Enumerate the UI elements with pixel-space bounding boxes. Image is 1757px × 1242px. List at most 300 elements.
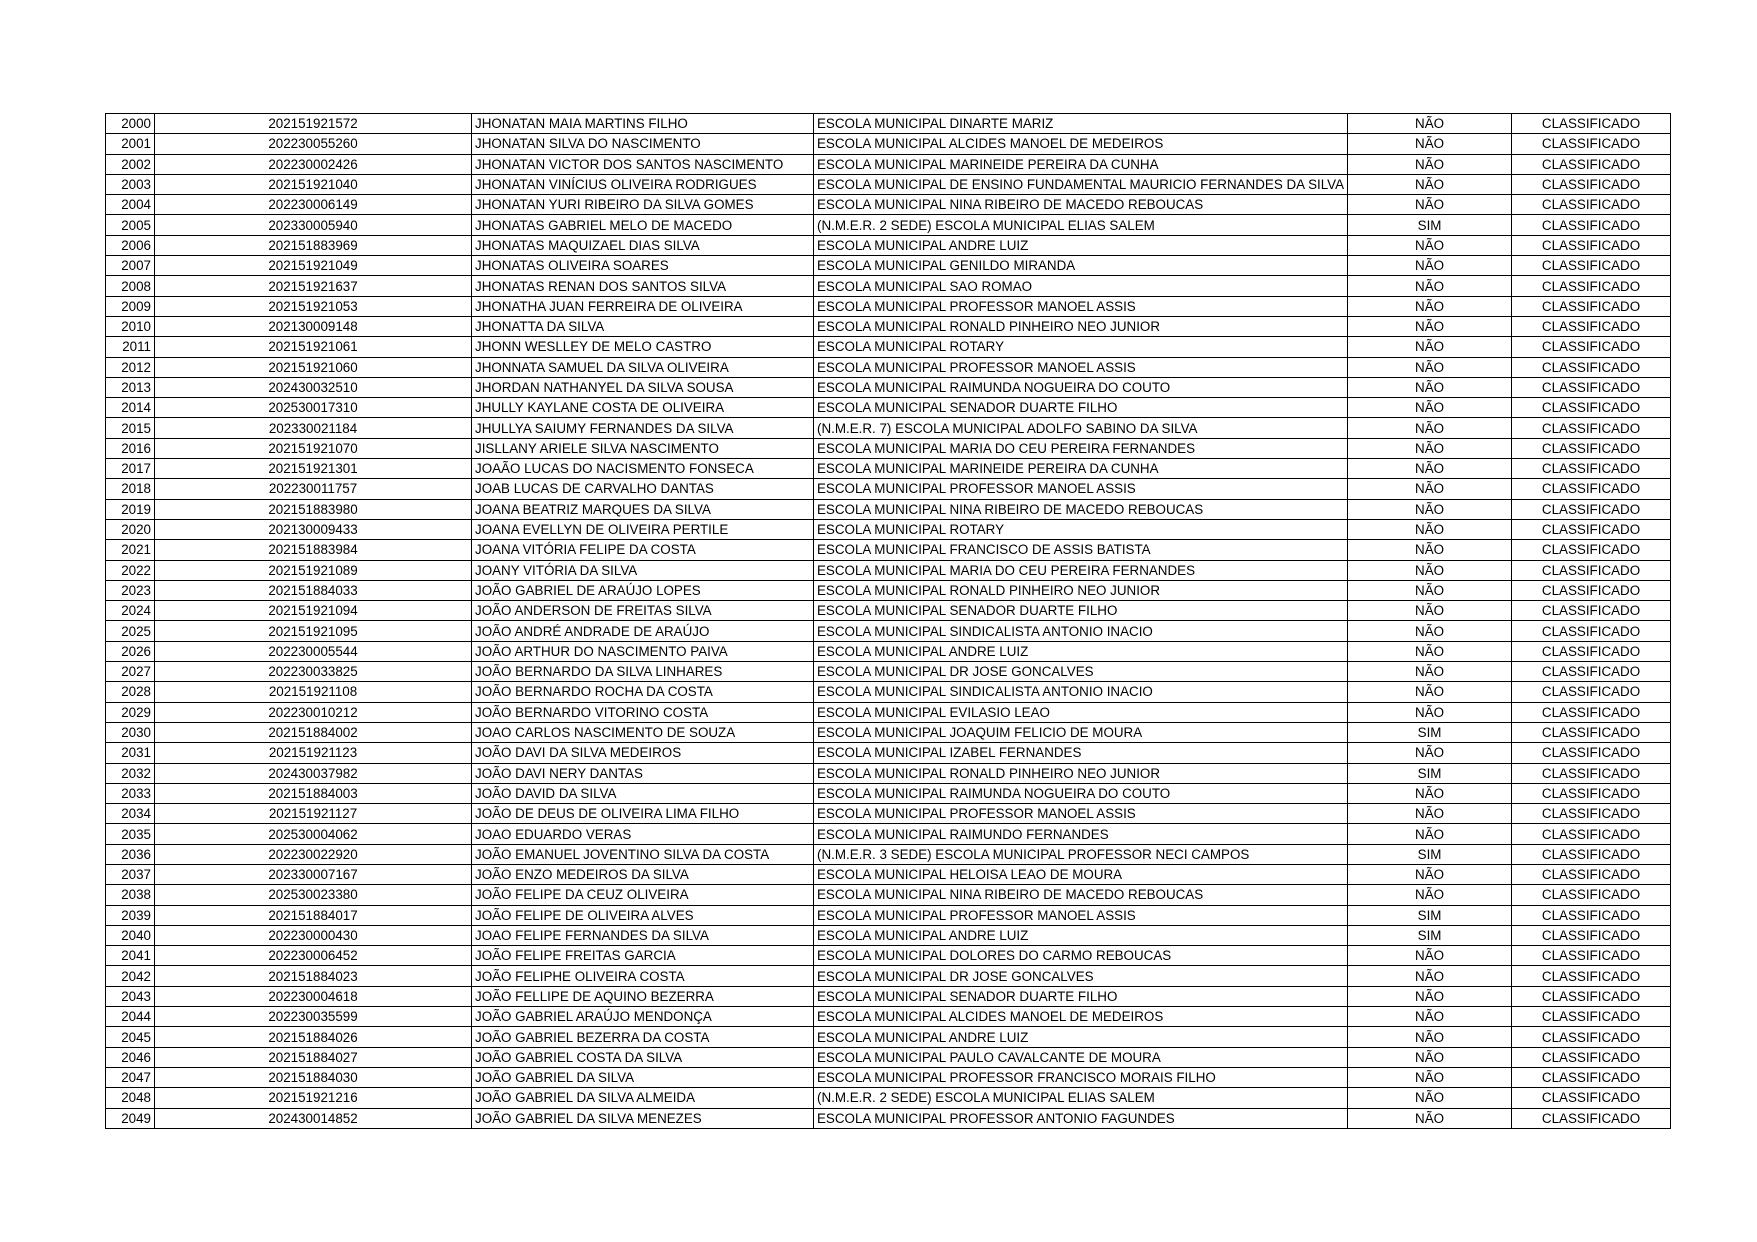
student-name-cell: JHONATHA JUAN FERREIRA DE OLIVEIRA bbox=[472, 296, 814, 316]
status-cell: CLASSIFICADO bbox=[1512, 540, 1671, 560]
table-row bbox=[106, 540, 1671, 560]
flag-cell: NÃO bbox=[1348, 621, 1512, 641]
student-name-cell: JOANY VITÓRIA DA SILVA bbox=[472, 560, 814, 580]
registration-cell: 202151921301 bbox=[155, 459, 472, 479]
registration-cell: 202151921123 bbox=[155, 743, 472, 763]
status-cell: CLASSIFICADO bbox=[1512, 174, 1671, 194]
status-cell: CLASSIFICADO bbox=[1512, 459, 1671, 479]
table-row bbox=[106, 1007, 1671, 1027]
row-number-cell: 2047 bbox=[106, 1067, 155, 1087]
school-cell: ESCOLA MUNICIPAL DR JOSE GONCALVES bbox=[814, 966, 1348, 986]
school-cell: ESCOLA MUNICIPAL SINDICALISTA ANTONIO INACIO bbox=[814, 682, 1348, 702]
student-name-cell: JOÃO ARTHUR DO NASCIMENTO PAIVA bbox=[472, 641, 814, 661]
row-number-cell: 2015 bbox=[106, 418, 155, 438]
row-number-cell: 2021 bbox=[106, 540, 155, 560]
registration-cell: 202151921572 bbox=[155, 114, 472, 134]
flag-cell: NÃO bbox=[1348, 377, 1512, 397]
student-name-cell: JOÃO FELLIPE DE AQUINO BEZERRA bbox=[472, 986, 814, 1006]
row-number-cell: 2038 bbox=[106, 885, 155, 905]
registration-cell: 202430014852 bbox=[155, 1108, 472, 1128]
flag-cell: NÃO bbox=[1348, 1088, 1512, 1108]
row-number-cell: 2013 bbox=[106, 377, 155, 397]
registration-cell: 202530023380 bbox=[155, 885, 472, 905]
row-number-cell: 2000 bbox=[106, 114, 155, 134]
row-number-cell: 2007 bbox=[106, 256, 155, 276]
student-name-cell: JOÃO DAVID DA SILVA bbox=[472, 783, 814, 803]
flag-cell: NÃO bbox=[1348, 1047, 1512, 1067]
table-row bbox=[106, 438, 1671, 458]
school-cell: ESCOLA MUNICIPAL PROFESSOR FRANCISCO MORAIS FILHO bbox=[814, 1067, 1348, 1087]
row-number-cell: 2016 bbox=[106, 438, 155, 458]
flag-cell: NÃO bbox=[1348, 540, 1512, 560]
row-number-cell: 2048 bbox=[106, 1088, 155, 1108]
row-number-cell: 2023 bbox=[106, 580, 155, 600]
student-name-cell: JHONATAN SILVA DO NASCIMENTO bbox=[472, 134, 814, 154]
table-row bbox=[106, 885, 1671, 905]
status-cell: CLASSIFICADO bbox=[1512, 337, 1671, 357]
school-cell: ESCOLA MUNICIPAL SINDICALISTA ANTONIO INACIO bbox=[814, 621, 1348, 641]
row-number-cell: 2033 bbox=[106, 783, 155, 803]
table-row bbox=[106, 966, 1671, 986]
registration-cell: 202151884026 bbox=[155, 1027, 472, 1047]
registration-cell: 202230005544 bbox=[155, 641, 472, 661]
registration-cell: 202330007167 bbox=[155, 864, 472, 884]
student-name-cell: JOÃO ENZO MEDEIROS DA SILVA bbox=[472, 864, 814, 884]
registration-cell: 202230006452 bbox=[155, 946, 472, 966]
status-cell: CLASSIFICADO bbox=[1512, 316, 1671, 336]
status-cell: CLASSIFICADO bbox=[1512, 804, 1671, 824]
table-row bbox=[106, 459, 1671, 479]
school-cell: ESCOLA MUNICIPAL MARINEIDE PEREIRA DA CUNHA bbox=[814, 154, 1348, 174]
status-cell: CLASSIFICADO bbox=[1512, 580, 1671, 600]
registration-cell: 202151921060 bbox=[155, 357, 472, 377]
table-row bbox=[106, 804, 1671, 824]
registration-cell: 202430037982 bbox=[155, 763, 472, 783]
status-cell: CLASSIFICADO bbox=[1512, 824, 1671, 844]
school-cell: ESCOLA MUNICIPAL ALCIDES MANOEL DE MEDEIROS bbox=[814, 1007, 1348, 1027]
table-row bbox=[106, 235, 1671, 255]
school-cell: ESCOLA MUNICIPAL RONALD PINHEIRO NEO JUNIOR bbox=[814, 763, 1348, 783]
student-name-cell: JOÃO FELIPE DE OLIVEIRA ALVES bbox=[472, 905, 814, 925]
table-row bbox=[106, 337, 1671, 357]
status-cell: CLASSIFICADO bbox=[1512, 1067, 1671, 1087]
flag-cell: SIM bbox=[1348, 844, 1512, 864]
student-name-cell: JOÃO ANDERSON DE FREITAS SILVA bbox=[472, 601, 814, 621]
student-name-cell: JHONATAS RENAN DOS SANTOS SILVA bbox=[472, 276, 814, 296]
row-number-cell: 2045 bbox=[106, 1027, 155, 1047]
row-number-cell: 2003 bbox=[106, 174, 155, 194]
student-name-cell: JOÃO DE DEUS DE OLIVEIRA LIMA FILHO bbox=[472, 804, 814, 824]
flag-cell: NÃO bbox=[1348, 459, 1512, 479]
registration-cell: 202530017310 bbox=[155, 398, 472, 418]
table-row bbox=[106, 1067, 1671, 1087]
table-row bbox=[106, 296, 1671, 316]
registration-cell: 202151884033 bbox=[155, 580, 472, 600]
flag-cell: SIM bbox=[1348, 722, 1512, 742]
student-name-cell: JISLLANY ARIELE SILVA NASCIMENTO bbox=[472, 438, 814, 458]
registration-cell: 202430032510 bbox=[155, 377, 472, 397]
student-name-cell: JOÃO GABRIEL DA SILVA MENEZES bbox=[472, 1108, 814, 1128]
status-cell: CLASSIFICADO bbox=[1512, 438, 1671, 458]
school-cell: ESCOLA MUNICIPAL PROFESSOR MANOEL ASSIS bbox=[814, 479, 1348, 499]
row-number-cell: 2042 bbox=[106, 966, 155, 986]
table-row bbox=[106, 316, 1671, 336]
table-row bbox=[106, 824, 1671, 844]
registration-cell: 202230011757 bbox=[155, 479, 472, 499]
student-name-cell: JOÃO ANDRÉ ANDRADE DE ARAÚJO bbox=[472, 621, 814, 641]
student-name-cell: JOÃO GABRIEL BEZERRA DA COSTA bbox=[472, 1027, 814, 1047]
status-cell: CLASSIFICADO bbox=[1512, 499, 1671, 519]
table-row bbox=[106, 621, 1671, 641]
registration-cell: 202230002426 bbox=[155, 154, 472, 174]
registration-cell: 202230055260 bbox=[155, 134, 472, 154]
school-cell: ESCOLA MUNICIPAL ROTARY bbox=[814, 337, 1348, 357]
flag-cell: NÃO bbox=[1348, 114, 1512, 134]
table-row bbox=[106, 905, 1671, 925]
student-name-cell: JOÃO GABRIEL COSTA DA SILVA bbox=[472, 1047, 814, 1067]
table-row bbox=[106, 195, 1671, 215]
school-cell: ESCOLA MUNICIPAL ANDRE LUIZ bbox=[814, 925, 1348, 945]
row-number-cell: 2005 bbox=[106, 215, 155, 235]
status-cell: CLASSIFICADO bbox=[1512, 1007, 1671, 1027]
table-row bbox=[106, 743, 1671, 763]
registration-cell: 202230033825 bbox=[155, 662, 472, 682]
registration-cell: 202151884017 bbox=[155, 905, 472, 925]
table-row bbox=[106, 215, 1671, 235]
school-cell: ESCOLA MUNICIPAL PROFESSOR MANOEL ASSIS bbox=[814, 804, 1348, 824]
student-name-cell: JOÃO FELIPE FREITAS GARCIA bbox=[472, 946, 814, 966]
school-cell: ESCOLA MUNICIPAL RAIMUNDA NOGUEIRA DO COUTO bbox=[814, 783, 1348, 803]
table-row bbox=[106, 1108, 1671, 1128]
school-cell: ESCOLA MUNICIPAL DOLORES DO CARMO REBOUCAS bbox=[814, 946, 1348, 966]
school-cell: ESCOLA MUNICIPAL ROTARY bbox=[814, 519, 1348, 539]
registration-cell: 202151921216 bbox=[155, 1088, 472, 1108]
row-number-cell: 2044 bbox=[106, 1007, 155, 1027]
school-cell: ESCOLA MUNICIPAL ANDRE LUIZ bbox=[814, 1027, 1348, 1047]
school-cell: (N.M.E.R. 2 SEDE) ESCOLA MUNICIPAL ELIAS SALEM bbox=[814, 1088, 1348, 1108]
table-row bbox=[106, 783, 1671, 803]
student-name-cell: JOANA EVELLYN DE OLIVEIRA PERTILE bbox=[472, 519, 814, 539]
school-cell: ESCOLA MUNICIPAL NINA RIBEIRO DE MACEDO REBOUCAS bbox=[814, 195, 1348, 215]
status-cell: CLASSIFICADO bbox=[1512, 641, 1671, 661]
school-cell: ESCOLA MUNICIPAL GENILDO MIRANDA bbox=[814, 256, 1348, 276]
flag-cell: NÃO bbox=[1348, 580, 1512, 600]
student-name-cell: JOAO EDUARDO VERAS bbox=[472, 824, 814, 844]
row-number-cell: 2010 bbox=[106, 316, 155, 336]
flag-cell: NÃO bbox=[1348, 438, 1512, 458]
student-name-cell: JOÃO GABRIEL DA SILVA bbox=[472, 1067, 814, 1087]
school-cell: ESCOLA MUNICIPAL IZABEL FERNANDES bbox=[814, 743, 1348, 763]
flag-cell: NÃO bbox=[1348, 864, 1512, 884]
row-number-cell: 2001 bbox=[106, 134, 155, 154]
row-number-cell: 2040 bbox=[106, 925, 155, 945]
row-number-cell: 2012 bbox=[106, 357, 155, 377]
registration-cell: 202151921094 bbox=[155, 601, 472, 621]
flag-cell: NÃO bbox=[1348, 783, 1512, 803]
row-number-cell: 2019 bbox=[106, 499, 155, 519]
flag-cell: NÃO bbox=[1348, 824, 1512, 844]
status-cell: CLASSIFICADO bbox=[1512, 783, 1671, 803]
flag-cell: NÃO bbox=[1348, 1027, 1512, 1047]
status-cell: CLASSIFICADO bbox=[1512, 1088, 1671, 1108]
row-number-cell: 2002 bbox=[106, 154, 155, 174]
flag-cell: NÃO bbox=[1348, 662, 1512, 682]
registration-cell: 202151883980 bbox=[155, 499, 472, 519]
table-row bbox=[106, 134, 1671, 154]
school-cell: ESCOLA MUNICIPAL RAIMUNDA NOGUEIRA DO COUTO bbox=[814, 377, 1348, 397]
status-cell: CLASSIFICADO bbox=[1512, 864, 1671, 884]
school-cell: ESCOLA MUNICIPAL PROFESSOR MANOEL ASSIS bbox=[814, 357, 1348, 377]
flag-cell: NÃO bbox=[1348, 1108, 1512, 1128]
registration-cell: 202151884027 bbox=[155, 1047, 472, 1067]
status-cell: CLASSIFICADO bbox=[1512, 682, 1671, 702]
registration-cell: 202151883969 bbox=[155, 235, 472, 255]
flag-cell: NÃO bbox=[1348, 1067, 1512, 1087]
flag-cell: NÃO bbox=[1348, 601, 1512, 621]
row-number-cell: 2043 bbox=[106, 986, 155, 1006]
registration-cell: 202151921127 bbox=[155, 804, 472, 824]
student-name-cell: JOANA VITÓRIA FELIPE DA COSTA bbox=[472, 540, 814, 560]
flag-cell: NÃO bbox=[1348, 702, 1512, 722]
status-cell: CLASSIFICADO bbox=[1512, 357, 1671, 377]
row-number-cell: 2029 bbox=[106, 702, 155, 722]
table-row bbox=[106, 418, 1671, 438]
row-number-cell: 2017 bbox=[106, 459, 155, 479]
student-name-cell: JHONATAS GABRIEL MELO DE MACEDO bbox=[472, 215, 814, 235]
school-cell: ESCOLA MUNICIPAL DE ENSINO FUNDAMENTAL MAURICIO FERNANDES DA SILVA bbox=[814, 174, 1348, 194]
registration-cell: 202330005940 bbox=[155, 215, 472, 235]
school-cell: ESCOLA MUNICIPAL HELOISA LEAO DE MOURA bbox=[814, 864, 1348, 884]
flag-cell: NÃO bbox=[1348, 316, 1512, 336]
table-row bbox=[106, 601, 1671, 621]
student-name-cell: JOÃO DAVI DA SILVA MEDEIROS bbox=[472, 743, 814, 763]
school-cell: ESCOLA MUNICIPAL NINA RIBEIRO DE MACEDO REBOUCAS bbox=[814, 499, 1348, 519]
school-cell: ESCOLA MUNICIPAL SENADOR DUARTE FILHO bbox=[814, 601, 1348, 621]
flag-cell: NÃO bbox=[1348, 256, 1512, 276]
school-cell: ESCOLA MUNICIPAL PAULO CAVALCANTE DE MOURA bbox=[814, 1047, 1348, 1067]
school-cell: ESCOLA MUNICIPAL ANDRE LUIZ bbox=[814, 641, 1348, 661]
school-cell: ESCOLA MUNICIPAL MARIA DO CEU PEREIRA FERNANDES bbox=[814, 438, 1348, 458]
status-cell: CLASSIFICADO bbox=[1512, 519, 1671, 539]
row-number-cell: 2037 bbox=[106, 864, 155, 884]
registration-cell: 202230006149 bbox=[155, 195, 472, 215]
status-cell: CLASSIFICADO bbox=[1512, 398, 1671, 418]
status-cell: CLASSIFICADO bbox=[1512, 296, 1671, 316]
status-cell: CLASSIFICADO bbox=[1512, 215, 1671, 235]
registration-cell: 202151884003 bbox=[155, 783, 472, 803]
row-number-cell: 2009 bbox=[106, 296, 155, 316]
table-row bbox=[106, 864, 1671, 884]
status-cell: CLASSIFICADO bbox=[1512, 702, 1671, 722]
flag-cell: NÃO bbox=[1348, 885, 1512, 905]
student-name-cell: JOÃO BERNARDO DA SILVA LINHARES bbox=[472, 662, 814, 682]
student-name-cell: JOÃO DAVI NERY DANTAS bbox=[472, 763, 814, 783]
classification-table bbox=[105, 113, 1671, 1129]
registration-cell: 202151884023 bbox=[155, 966, 472, 986]
row-number-cell: 2031 bbox=[106, 743, 155, 763]
row-number-cell: 2006 bbox=[106, 235, 155, 255]
school-cell: ESCOLA MUNICIPAL PROFESSOR MANOEL ASSIS bbox=[814, 296, 1348, 316]
status-cell: CLASSIFICADO bbox=[1512, 722, 1671, 742]
school-cell: ESCOLA MUNICIPAL ANDRE LUIZ bbox=[814, 235, 1348, 255]
registration-cell: 202151921061 bbox=[155, 337, 472, 357]
row-number-cell: 2034 bbox=[106, 804, 155, 824]
student-name-cell: JHONN WESLLEY DE MELO CASTRO bbox=[472, 337, 814, 357]
flag-cell: NÃO bbox=[1348, 1007, 1512, 1027]
flag-cell: NÃO bbox=[1348, 499, 1512, 519]
row-number-cell: 2018 bbox=[106, 479, 155, 499]
school-cell: ESCOLA MUNICIPAL DR JOSE GONCALVES bbox=[814, 662, 1348, 682]
flag-cell: NÃO bbox=[1348, 276, 1512, 296]
school-cell: ESCOLA MUNICIPAL SENADOR DUARTE FILHO bbox=[814, 986, 1348, 1006]
table-row bbox=[106, 398, 1671, 418]
registration-cell: 202151921049 bbox=[155, 256, 472, 276]
row-number-cell: 2027 bbox=[106, 662, 155, 682]
student-name-cell: JHONATAS MAQUIZAEL DIAS SILVA bbox=[472, 235, 814, 255]
school-cell: ESCOLA MUNICIPAL PROFESSOR ANTONIO FAGUNDES bbox=[814, 1108, 1348, 1128]
row-number-cell: 2035 bbox=[106, 824, 155, 844]
table-row bbox=[106, 682, 1671, 702]
student-name-cell: JOÃO FELIPE DA CEUZ OLIVEIRA bbox=[472, 885, 814, 905]
school-cell: ESCOLA MUNICIPAL DINARTE MARIZ bbox=[814, 114, 1348, 134]
flag-cell: NÃO bbox=[1348, 479, 1512, 499]
table-row bbox=[106, 702, 1671, 722]
registration-cell: 202230000430 bbox=[155, 925, 472, 945]
school-cell: ESCOLA MUNICIPAL SAO ROMAO bbox=[814, 276, 1348, 296]
table-row bbox=[106, 174, 1671, 194]
table-row bbox=[106, 276, 1671, 296]
registration-cell: 202230022920 bbox=[155, 844, 472, 864]
status-cell: CLASSIFICADO bbox=[1512, 763, 1671, 783]
registration-cell: 202151883984 bbox=[155, 540, 472, 560]
table-row bbox=[106, 986, 1671, 1006]
student-name-cell: JOÃO FELIPHE OLIVEIRA COSTA bbox=[472, 966, 814, 986]
row-number-cell: 2026 bbox=[106, 641, 155, 661]
student-name-cell: JOANA BEATRIZ MARQUES DA SILVA bbox=[472, 499, 814, 519]
flag-cell: NÃO bbox=[1348, 357, 1512, 377]
table-body bbox=[106, 114, 1671, 1129]
student-name-cell: JOÃO GABRIEL DA SILVA ALMEIDA bbox=[472, 1088, 814, 1108]
row-number-cell: 2014 bbox=[106, 398, 155, 418]
row-number-cell: 2024 bbox=[106, 601, 155, 621]
student-name-cell: JOÃO BERNARDO ROCHA DA COSTA bbox=[472, 682, 814, 702]
registration-cell: 202530004062 bbox=[155, 824, 472, 844]
status-cell: CLASSIFICADO bbox=[1512, 743, 1671, 763]
registration-cell: 202151921095 bbox=[155, 621, 472, 641]
row-number-cell: 2020 bbox=[106, 519, 155, 539]
flag-cell: NÃO bbox=[1348, 519, 1512, 539]
flag-cell: NÃO bbox=[1348, 966, 1512, 986]
student-name-cell: JHORDAN NATHANYEL DA SILVA SOUSA bbox=[472, 377, 814, 397]
registration-cell: 202130009433 bbox=[155, 519, 472, 539]
registration-cell: 202151921637 bbox=[155, 276, 472, 296]
flag-cell: NÃO bbox=[1348, 296, 1512, 316]
student-name-cell: JOÃO GABRIEL ARAÚJO MENDONÇA bbox=[472, 1007, 814, 1027]
school-cell: (N.M.E.R. 3 SEDE) ESCOLA MUNICIPAL PROFESSOR NECI CAMPOS bbox=[814, 844, 1348, 864]
registration-cell: 202330021184 bbox=[155, 418, 472, 438]
status-cell: CLASSIFICADO bbox=[1512, 1047, 1671, 1067]
registration-cell: 202151884002 bbox=[155, 722, 472, 742]
row-number-cell: 2008 bbox=[106, 276, 155, 296]
flag-cell: NÃO bbox=[1348, 641, 1512, 661]
school-cell: ESCOLA MUNICIPAL JOAQUIM FELICIO DE MOURA bbox=[814, 722, 1348, 742]
status-cell: CLASSIFICADO bbox=[1512, 946, 1671, 966]
status-cell: CLASSIFICADO bbox=[1512, 560, 1671, 580]
registration-cell: 202230035599 bbox=[155, 1007, 472, 1027]
registration-cell: 202130009148 bbox=[155, 316, 472, 336]
school-cell: (N.M.E.R. 7) ESCOLA MUNICIPAL ADOLFO SABINO DA SILVA bbox=[814, 418, 1348, 438]
status-cell: CLASSIFICADO bbox=[1512, 966, 1671, 986]
student-name-cell: JHULLY KAYLANE COSTA DE OLIVEIRA bbox=[472, 398, 814, 418]
status-cell: CLASSIFICADO bbox=[1512, 479, 1671, 499]
flag-cell: NÃO bbox=[1348, 682, 1512, 702]
student-name-cell: JOAB LUCAS DE CARVALHO DANTAS bbox=[472, 479, 814, 499]
school-cell: ESCOLA MUNICIPAL FRANCISCO DE ASSIS BATISTA bbox=[814, 540, 1348, 560]
school-cell: ESCOLA MUNICIPAL RONALD PINHEIRO NEO JUNIOR bbox=[814, 580, 1348, 600]
flag-cell: SIM bbox=[1348, 925, 1512, 945]
student-name-cell: JOÃO BERNARDO VITORINO COSTA bbox=[472, 702, 814, 722]
student-name-cell: JOÃO GABRIEL DE ARAÚJO LOPES bbox=[472, 580, 814, 600]
school-cell: ESCOLA MUNICIPAL NINA RIBEIRO DE MACEDO REBOUCAS bbox=[814, 885, 1348, 905]
table-row bbox=[106, 1027, 1671, 1047]
table-row bbox=[106, 560, 1671, 580]
row-number-cell: 2036 bbox=[106, 844, 155, 864]
row-number-cell: 2025 bbox=[106, 621, 155, 641]
flag-cell: NÃO bbox=[1348, 946, 1512, 966]
school-cell: ESCOLA MUNICIPAL MARIA DO CEU PEREIRA FERNANDES bbox=[814, 560, 1348, 580]
school-cell: ESCOLA MUNICIPAL PROFESSOR MANOEL ASSIS bbox=[814, 905, 1348, 925]
status-cell: CLASSIFICADO bbox=[1512, 235, 1671, 255]
row-number-cell: 2004 bbox=[106, 195, 155, 215]
row-number-cell: 2041 bbox=[106, 946, 155, 966]
registration-cell: 202151921040 bbox=[155, 174, 472, 194]
student-name-cell: JHONATTA DA SILVA bbox=[472, 316, 814, 336]
table-row bbox=[106, 114, 1671, 134]
school-cell: ESCOLA MUNICIPAL MARINEIDE PEREIRA DA CUNHA bbox=[814, 459, 1348, 479]
status-cell: CLASSIFICADO bbox=[1512, 276, 1671, 296]
student-name-cell: JOAÃO LUCAS DO NACISMENTO FONSECA bbox=[472, 459, 814, 479]
student-name-cell: JHONATAN YURI RIBEIRO DA SILVA GOMES bbox=[472, 195, 814, 215]
student-name-cell: JHULLYA SAIUMY FERNANDES DA SILVA bbox=[472, 418, 814, 438]
row-number-cell: 2030 bbox=[106, 722, 155, 742]
table-row bbox=[106, 763, 1671, 783]
registration-cell: 202230010212 bbox=[155, 702, 472, 722]
flag-cell: NÃO bbox=[1348, 134, 1512, 154]
table-row bbox=[106, 946, 1671, 966]
table-row bbox=[106, 1047, 1671, 1067]
status-cell: CLASSIFICADO bbox=[1512, 601, 1671, 621]
status-cell: CLASSIFICADO bbox=[1512, 195, 1671, 215]
status-cell: CLASSIFICADO bbox=[1512, 905, 1671, 925]
flag-cell: SIM bbox=[1348, 905, 1512, 925]
flag-cell: NÃO bbox=[1348, 986, 1512, 1006]
flag-cell: NÃO bbox=[1348, 743, 1512, 763]
status-cell: CLASSIFICADO bbox=[1512, 154, 1671, 174]
registration-cell: 202151921089 bbox=[155, 560, 472, 580]
table-row bbox=[106, 357, 1671, 377]
table-row bbox=[106, 377, 1671, 397]
status-cell: CLASSIFICADO bbox=[1512, 1108, 1671, 1128]
status-cell: CLASSIFICADO bbox=[1512, 885, 1671, 905]
table-row bbox=[106, 662, 1671, 682]
row-number-cell: 2011 bbox=[106, 337, 155, 357]
student-name-cell: JOAO FELIPE FERNANDES DA SILVA bbox=[472, 925, 814, 945]
student-name-cell: JHONATAN VICTOR DOS SANTOS NASCIMENTO bbox=[472, 154, 814, 174]
status-cell: CLASSIFICADO bbox=[1512, 377, 1671, 397]
status-cell: CLASSIFICADO bbox=[1512, 418, 1671, 438]
row-number-cell: 2049 bbox=[106, 1108, 155, 1128]
table-row bbox=[106, 925, 1671, 945]
